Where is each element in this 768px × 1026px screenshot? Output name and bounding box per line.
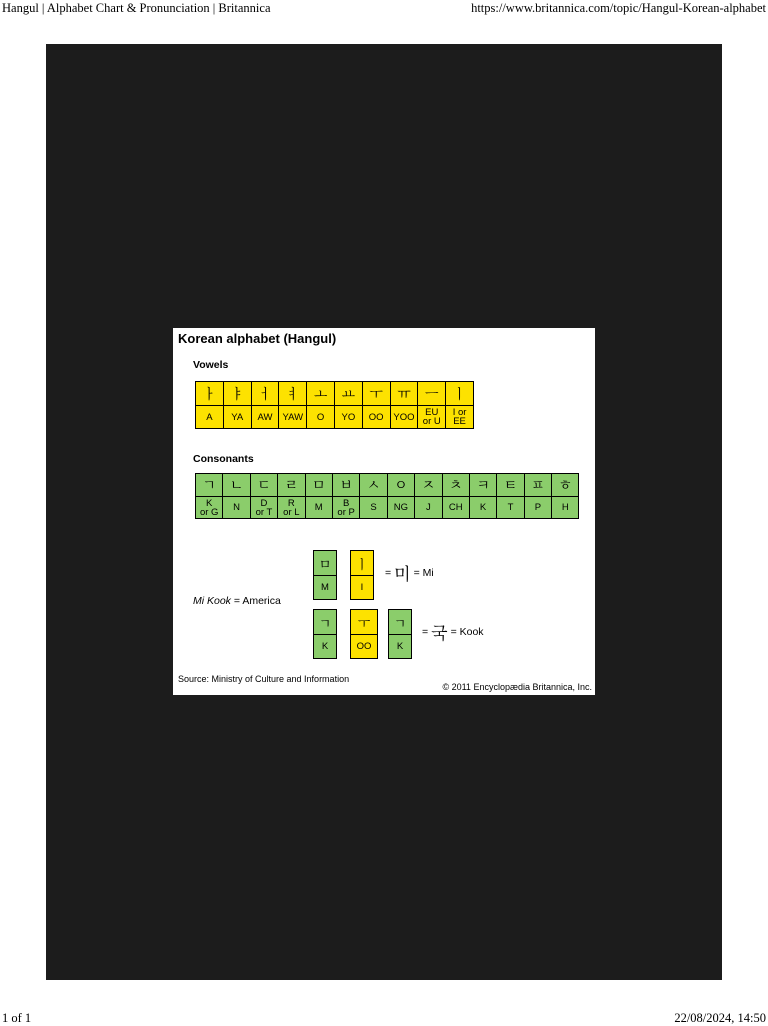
figure-copyright: © 2011 Encyclopædia Britannica, Inc.	[442, 682, 592, 692]
vowel-romanization: O	[316, 411, 325, 423]
syllable-result-kook: = Kook	[450, 625, 484, 638]
consonant-jamo: ㅋ	[470, 474, 496, 497]
consonant-column	[222, 474, 249, 518]
vowel-romanization: I or EE	[452, 407, 467, 427]
vowel-column	[196, 382, 223, 428]
consonant-jamo: ㅎ	[552, 474, 578, 497]
vowel-jamo: ㅗ	[307, 382, 334, 406]
tile-roman: OO	[356, 641, 372, 652]
vowel-jamo: ㅏ	[196, 382, 223, 406]
consonant-jamo: ㄷ	[251, 474, 277, 497]
consonant-jamo: ㅊ	[443, 474, 469, 497]
tile-jamo: ㅜ	[351, 610, 377, 635]
example-tile-oo	[350, 609, 378, 659]
consonant-jamo: ㅍ	[525, 474, 551, 497]
consonant-romanization: B or P	[337, 497, 355, 518]
consonant-jamo: ㅁ	[306, 474, 332, 497]
vowel-romanization: YOO	[393, 411, 415, 423]
syllable-block-kook: 국	[431, 624, 448, 644]
vowel-column	[334, 382, 362, 428]
consonant-romanization: K or G	[199, 497, 219, 518]
consonant-romanization: H	[561, 502, 569, 513]
consonant-column	[196, 474, 222, 518]
consonant-jamo: ㅂ	[333, 474, 359, 497]
vowel-jamo: ㅠ	[391, 382, 418, 406]
figure-title: Korean alphabet (Hangul)	[178, 331, 337, 346]
figure-source: Source: Ministry of Culture and Information	[178, 674, 350, 684]
consonant-romanization: N	[233, 502, 241, 513]
example-tile-m	[313, 550, 337, 600]
hangul-figure	[173, 328, 595, 695]
consonant-romanization: S	[370, 502, 377, 513]
print-header-title: Hangul | Alphabet Chart & Pronunciation | Britannica	[2, 1, 271, 15]
vowel-column	[362, 382, 390, 428]
vowel-romanization: AW	[257, 411, 273, 423]
vowel-column	[417, 382, 445, 428]
consonant-romanization: CH	[448, 502, 463, 513]
consonant-jamo: ㅌ	[497, 474, 523, 497]
example-tile-k1	[313, 609, 337, 659]
syllable-result-mi: = Mi	[413, 566, 434, 579]
tile-roman: M	[321, 582, 329, 593]
example-label	[193, 595, 281, 607]
example-tile-i	[350, 550, 374, 600]
syllable-kook-equation	[422, 619, 484, 644]
consonant-romanization: K	[479, 502, 487, 513]
consonant-column	[414, 474, 441, 518]
tile-jamo: ㅣ	[351, 551, 373, 576]
example-phrase: Mi Kook	[193, 595, 231, 607]
tile-roman: K	[396, 641, 404, 652]
consonant-romanization: M	[314, 502, 323, 513]
consonant-romanization: R or L	[283, 497, 300, 518]
consonant-jamo: ㅅ	[360, 474, 386, 497]
print-header-url: https://www.britannica.com/topic/Hangul-Korean-alphabet	[471, 1, 766, 15]
tile-roman: I	[360, 582, 364, 593]
vowel-column	[223, 382, 251, 428]
consonant-column	[277, 474, 304, 518]
consonant-jamo: ㄱ	[196, 474, 222, 497]
tile-roman: K	[321, 641, 329, 652]
vowel-jamo: ㅜ	[363, 382, 390, 406]
consonant-column	[496, 474, 523, 518]
vowel-jamo: ㅡ	[418, 382, 445, 406]
vowel-jamo: ㅣ	[446, 382, 473, 406]
consonant-romanization: J	[425, 502, 431, 513]
consonant-column	[250, 474, 277, 518]
consonant-column	[387, 474, 414, 518]
tile-jamo: ㄱ	[389, 610, 411, 635]
consonant-column	[442, 474, 469, 518]
consonant-column	[305, 474, 332, 518]
vowel-column	[306, 382, 334, 428]
vowel-romanization: EU or U	[422, 407, 441, 427]
example-tile-k2	[388, 609, 412, 659]
print-footer-page-count: 1 of 1	[2, 1011, 32, 1025]
vowel-jamo: ㅓ	[252, 382, 279, 406]
vowel-jamo: ㅑ	[224, 382, 251, 406]
vowel-jamo: ㅕ	[279, 382, 306, 406]
tile-jamo: ㅁ	[314, 551, 336, 576]
consonant-romanization: NG	[393, 502, 409, 513]
consonant-romanization: P	[534, 502, 542, 513]
vowel-romanization: YAW	[282, 411, 304, 423]
vowel-column	[251, 382, 279, 428]
vowel-romanization: YA	[231, 411, 244, 423]
example-meaning: = America	[233, 595, 281, 607]
consonant-jamo: ㄹ	[278, 474, 304, 497]
consonant-column	[551, 474, 578, 518]
consonant-column	[332, 474, 359, 518]
vowel-column	[390, 382, 418, 428]
equals-sign: =	[385, 566, 392, 579]
consonant-romanization: T	[507, 502, 514, 513]
tile-jamo: ㄱ	[314, 610, 336, 635]
consonant-romanization: D or T	[255, 497, 273, 518]
vowels-heading: Vowels	[193, 359, 229, 371]
consonants-heading: Consonants	[193, 453, 254, 465]
vowel-romanization: OO	[368, 411, 384, 423]
print-footer-datetime: 22/08/2024, 14:50	[674, 1011, 766, 1025]
consonant-jamo: ㄴ	[223, 474, 249, 497]
vowels-table	[195, 381, 474, 429]
syllable-block-mi: 미	[394, 565, 411, 585]
consonants-table	[195, 473, 579, 519]
equals-sign: =	[422, 625, 429, 638]
vowel-column	[278, 382, 306, 428]
syllable-mi-equation	[385, 560, 434, 585]
consonant-column	[359, 474, 386, 518]
consonant-column	[469, 474, 496, 518]
consonant-jamo: ㅇ	[388, 474, 414, 497]
vowel-column	[445, 382, 473, 428]
consonant-jamo: ㅈ	[415, 474, 441, 497]
vowel-romanization: YO	[341, 411, 356, 423]
consonant-column	[524, 474, 551, 518]
vowel-romanization: A	[206, 411, 213, 423]
vowel-jamo: ㅛ	[335, 382, 362, 406]
